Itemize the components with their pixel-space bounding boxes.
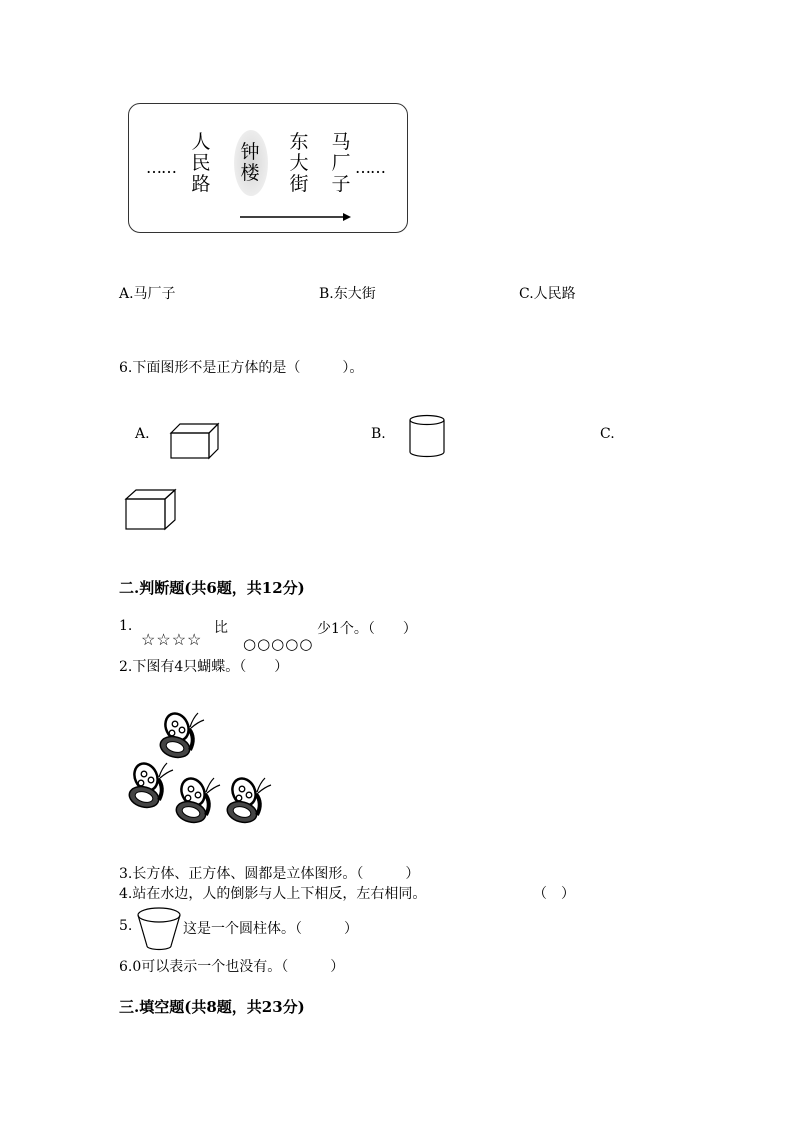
map-dots-right: …… xyxy=(355,158,385,177)
cuboid-icon xyxy=(170,421,220,461)
question-6-text: 6.下面图形不是正方体的是（ ）。 xyxy=(119,360,364,376)
map-label-machangzi: 马厂子 xyxy=(331,131,351,195)
judge-q6: 6.0可以表示一个也没有。（ ） xyxy=(119,959,345,975)
cup-icon xyxy=(137,906,183,952)
section-3-title: 三.填空题(共8题，共23分) xyxy=(119,998,305,1016)
q1-circles: ○○○○○ xyxy=(243,635,314,653)
q6-option-b-label: B. xyxy=(371,426,386,442)
q6-option-c-label: C. xyxy=(600,426,615,442)
option-a-machangzi: A.马厂子 xyxy=(119,286,176,302)
map-label-renmin-road: 人民路 xyxy=(191,131,211,195)
judge-q4: 4.站在水边，人的倒影与人上下相反，左右相同。 xyxy=(119,886,427,902)
judge-q2: 2.下图有4只蝴蝶。（ ） xyxy=(119,659,289,675)
judge-q3: 3.长方体、正方体、圆都是立体图形。（ ） xyxy=(119,866,420,882)
judge-q5-number: 5. xyxy=(119,918,133,934)
map-label-dong-street: 东大街 xyxy=(289,131,309,195)
section-2-title: 二.判断题(共6题，共12分) xyxy=(119,579,305,597)
map-label-clock-tower: 钟楼 xyxy=(240,141,260,184)
q6-option-a-label: A. xyxy=(135,426,150,442)
judge-q1-number: 1. xyxy=(119,618,133,634)
q1-compare-word: 比 xyxy=(214,620,228,636)
cube-icon xyxy=(125,489,177,531)
option-b-dongdajie: B.东大街 xyxy=(319,286,376,302)
map-dots-left: …… xyxy=(146,158,176,177)
judge-q4-bracket: （ ） xyxy=(533,886,575,902)
judge-q5-text: 这是一个圆柱体。（ ） xyxy=(183,921,358,937)
direction-arrow-icon xyxy=(240,211,352,223)
cylinder-icon xyxy=(409,415,447,459)
butterflies-image xyxy=(120,706,285,824)
option-c-renminlu: C.人民路 xyxy=(519,286,576,302)
q1-statement-tail: 少1个。（ ） xyxy=(317,621,417,637)
q1-stars: ☆☆☆☆ xyxy=(141,630,203,649)
